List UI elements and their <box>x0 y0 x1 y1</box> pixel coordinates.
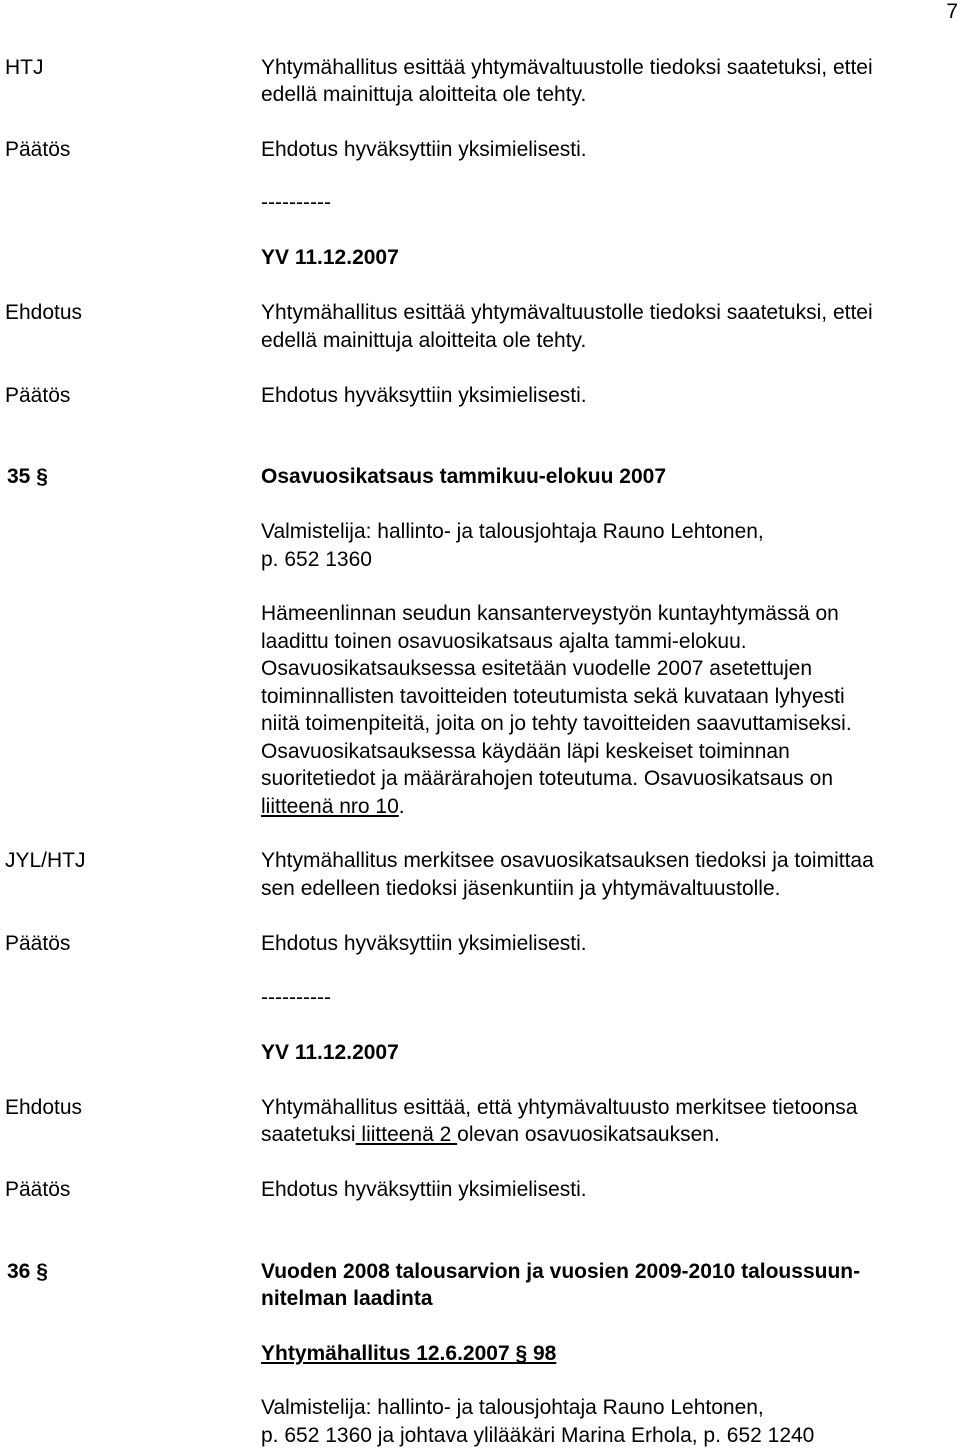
sub-heading: Yhtymähallitus 12.6.2007 § 98 <box>261 1342 557 1365</box>
paragraph-line: toiminnallisten tavoitteiden toteutumista sekä kuvataan lyhyesti <box>261 685 845 708</box>
section-heading: YV 11.12.2007 <box>261 1041 399 1064</box>
separator: ---------- <box>261 986 331 1009</box>
body-line: Yhtymähallitus esittää, että yhtymävaltuusto merkitsee tietoonsa <box>261 1096 858 1119</box>
section-title: Vuoden 2008 talousarvion ja vuosien 2009-2010 taloussuun- <box>261 1260 861 1283</box>
attachment-reference: liitteenä nro 10 <box>261 795 399 818</box>
paragraph-line: suoritetiedot ja määrärahojen toteutuma. Osavuosikatsaus on <box>261 767 833 790</box>
separator: ---------- <box>261 191 331 214</box>
body-text: saatetuksi <box>261 1123 356 1146</box>
body-line: Yhtymähallitus merkitsee osavuosikatsauksen tiedoksi ja toimittaa <box>261 849 874 872</box>
section-title: nitelman laadinta <box>261 1287 433 1310</box>
body-line: edellä mainittuja aloitteita ole tehty. <box>261 329 587 352</box>
decision-text: Ehdotus hyväksyttiin yksimielisesti. <box>261 138 587 161</box>
paragraph-line: Hämeenlinnan seudun kansanterveystyön kuntayhtymässä on <box>261 602 839 625</box>
paragraph-line: Osavuosikatsauksessa käydään läpi keskeiset toiminnan <box>261 740 790 763</box>
preparer-line: Valmistelija: hallinto- ja talousjohtaja Rauno Lehtonen, <box>261 520 764 543</box>
paragraph-line: Osavuosikatsauksessa esitetään vuodelle 2007 asetettujen <box>261 657 813 680</box>
label-htj: HTJ <box>5 56 44 79</box>
section-number: 36 § <box>7 1260 48 1283</box>
body-line: Yhtymähallitus esittää yhtymävaltuustolle tiedoksi saatetuksi, ettei <box>261 301 873 324</box>
decision-text: Ehdotus hyväksyttiin yksimielisesti. <box>261 384 587 407</box>
paragraph-line: laadittu toinen osavuosikatsaus ajalta tammi-elokuu. <box>261 630 747 653</box>
decision-text: Ehdotus hyväksyttiin yksimielisesti. <box>261 932 587 955</box>
label-paatos: Päätös <box>5 138 71 161</box>
label-paatos: Päätös <box>5 932 71 955</box>
section-title: Osavuosikatsaus tammikuu-elokuu 2007 <box>261 465 666 488</box>
attachment-period: . <box>398 795 405 818</box>
body-line: sen edelleen tiedoksi jäsenkuntiin ja yhtymävaltuustolle. <box>261 877 781 900</box>
attachment-reference: liitteenä 2 <box>355 1123 458 1146</box>
body-line: edellä mainittuja aloitteita ole tehty. <box>261 83 587 106</box>
label-jyl-htj: JYL/HTJ <box>5 849 86 872</box>
paragraph-line: niitä toimenpiteitä, joita on jo tehty tavoitteiden saavuttamiseksi. <box>261 712 852 735</box>
body-line <box>261 1121 720 1148</box>
label-ehdotus: Ehdotus <box>5 1096 83 1119</box>
decision-text: Ehdotus hyväksyttiin yksimielisesti. <box>261 1178 587 1201</box>
preparer-line: p. 652 1360 <box>261 548 372 571</box>
page-number: 7 <box>946 0 958 23</box>
label-paatos: Päätös <box>5 1178 71 1201</box>
label-ehdotus: Ehdotus <box>5 301 83 324</box>
paragraph-line <box>261 793 405 820</box>
preparer-line: Valmistelija: hallinto- ja talousjohtaja Rauno Lehtonen, <box>261 1396 764 1419</box>
body-line: Yhtymähallitus esittää yhtymävaltuustolle tiedoksi saatetuksi, ettei <box>261 56 873 79</box>
label-paatos: Päätös <box>5 384 71 407</box>
section-heading: YV 11.12.2007 <box>261 246 399 269</box>
section-number: 35 § <box>7 465 48 488</box>
body-text: olevan osavuosikatsauksen. <box>457 1123 720 1146</box>
preparer-line: p. 652 1360 ja johtava ylilääkäri Marina Erhola, p. 652 1240 <box>261 1424 815 1447</box>
